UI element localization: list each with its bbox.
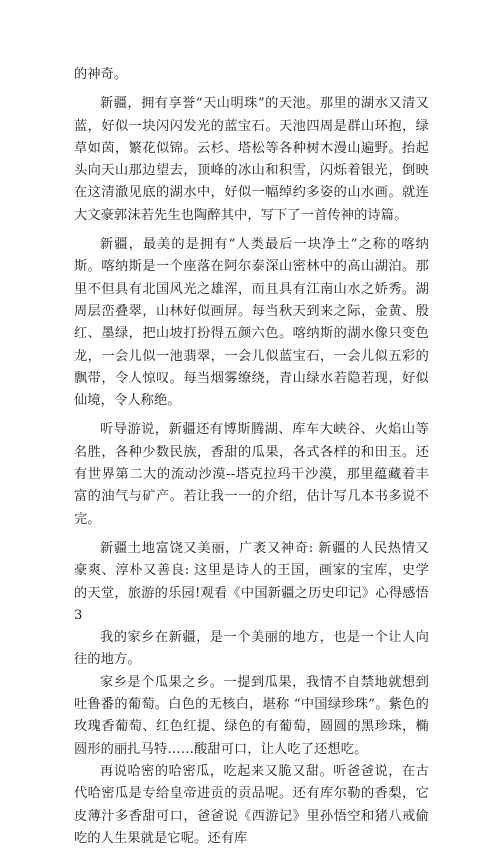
paragraph-7-grapes: 家乡是个瓜果之乡。一提到瓜果，我情不自禁地就想到吐鲁番的葡萄。白色的无核白，堪称 “中国绿珍珠”。紫色的玫瑰香葡萄、红色红提、绿色的有葡萄，圆圆的黑珍珠，椭圆形的丽扎马特……酸甜可口，让人吃了还想吃。 bbox=[74, 674, 429, 757]
paragraph-2-tianchi: 新疆，拥有享誉“天山明珠”的天池。那里的湖水又清又蓝，好似一块闪闪发光的蓝宝石。天池四周是群山环抱，绿草如茵，繁花似锦。云杉、塔松等各种树木漫山遍野。抬起头向天山那边望去，顶峰的冰山和积雪，闪烁着银光，倒映在这清澈见底的湖水中，好似一幅绰约多姿的山水画。就连大文豪郭沫若先生也陶醉其中，写下了一首传神的诗篇。 bbox=[74, 96, 429, 223]
paragraph-8-hami-melon: 再说哈密的哈密瓜，吃起来又脆又甜。听爸爸说，在古代哈密瓜是专给皇帝进贡的贡品呢。还有库尔勒的香梨，它皮薄汁多香甜可口，爸爸说《西游记》里孙悟空和猪八戒偷吃的人生果就是它呢。还有库 bbox=[74, 763, 429, 846]
paragraph-1: 的神奇。 bbox=[74, 67, 128, 82]
paragraph-6-hometown: 我的家乡在新疆，是一个美丽的地方，也是一个让人向往的地方。 bbox=[74, 630, 429, 668]
paragraph-3-kanas: 新疆，最美的是拥有“人类最后一块净土”之称的喀纳斯。喀纳斯是一个座落在阿尔泰深山密林中的高山湖泊。那里不但具有北国风光之雄浑，而且具有江南山水之娇秀。湖周层峦叠翠，山林好似画屏。每当秋天到来之际，金黄、殷红、墨绿，把山坡打扮得五颜六色。喀纳斯的湖水像只变色龙，一会儿似一池翡翠，一会儿似蓝宝石，一会儿似五彩的飘带，令人惊叹。每当烟雾缭绕，青山绿水若隐若现，好似仙境，令人称绝。 bbox=[74, 237, 429, 409]
paragraph-4-attractions: 听导游说，新疆还有博斯腾湖、库车大峡谷、火焰山等名胜，各种少数民族，香甜的瓜果，各式各样的和田玉。还有世界第二大的流动沙漠--塔克拉玛干沙漠，那里蕴藏着丰富的油气与矿产。若让我一一的介绍，估计写几本书多说不完。 bbox=[74, 422, 429, 527]
paragraph-5-summary: 新疆土地富饶又美丽，广袤又神奇: 新疆的人民热情又豪爽、淳朴又善良: 这里是诗人的王国，画家的宝库，史学的天堂，旅游的乐园!观看《中国新疆之历史印记》心得感悟 3 bbox=[74, 540, 429, 623]
document-body bbox=[74, 64, 429, 850]
